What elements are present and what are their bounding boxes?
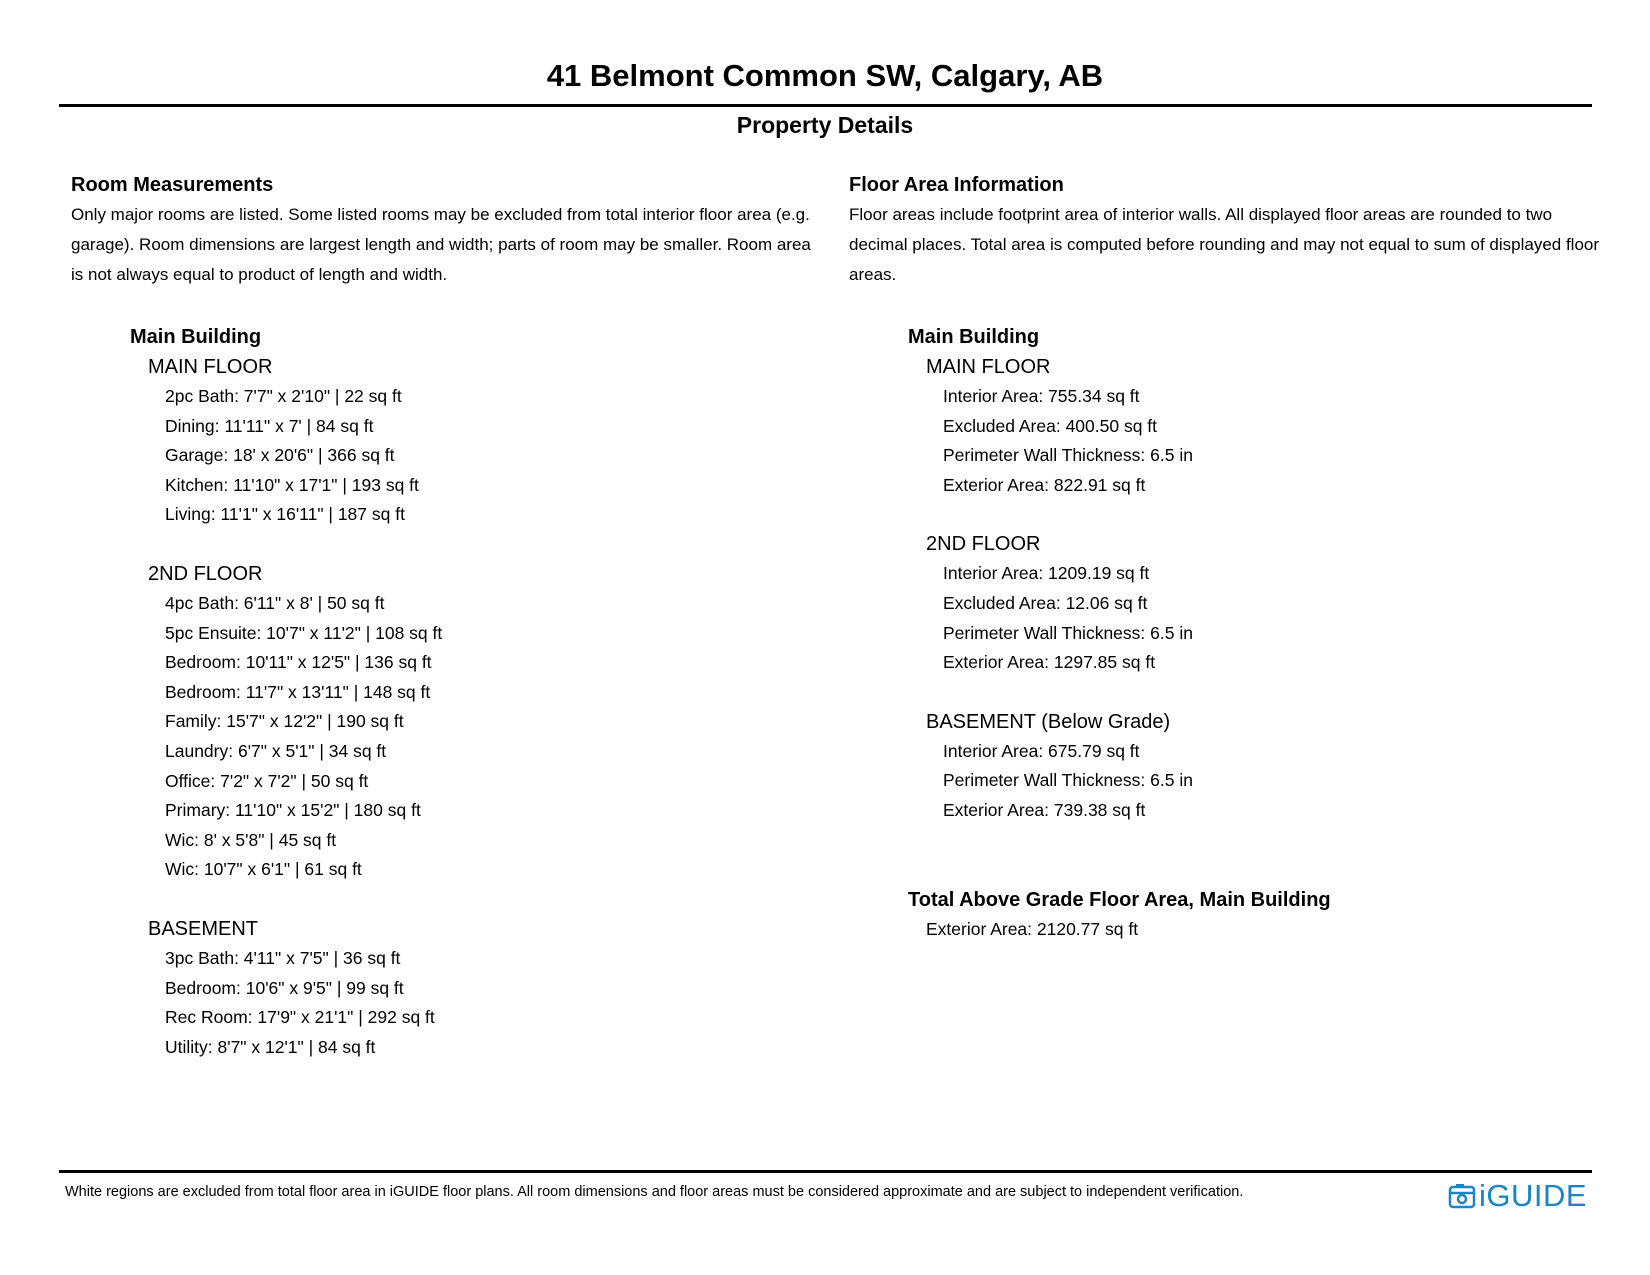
floor-group-2nd xyxy=(148,559,811,885)
floor-name: 2ND FLOOR xyxy=(148,562,263,585)
room-item: Family: 15'7" x 12'2" | 190 sq ft xyxy=(165,711,404,732)
footer-disclaimer: White regions are excluded from total floor area in iGUIDE floor plans. All room dimensions and floor areas must be considered approximate and are subject to independent verification. xyxy=(65,1184,1244,1200)
room-item: Bedroom: 11'7" x 13'11" | 148 sq ft xyxy=(165,681,431,702)
floor-name: BASEMENT xyxy=(148,917,259,940)
floor-group-main xyxy=(148,352,811,530)
room-item: Laundry: 6'7" x 5'1" | 34 sq ft xyxy=(165,740,387,761)
area-group-basement xyxy=(926,707,1609,826)
building-heading: Main Building xyxy=(130,326,262,348)
page-title: 41 Belmont Common SW, Calgary, AB xyxy=(546,58,1104,93)
iguide-logo xyxy=(1448,1180,1587,1212)
floor-area-heading: Floor Area Information xyxy=(849,174,1064,196)
iguide-camera-icon xyxy=(1448,1182,1476,1210)
room-item: Primary: 11'10" x 15'2" | 180 sq ft xyxy=(165,800,421,821)
floor-name: 2ND FLOOR xyxy=(926,533,1041,556)
room-measurements-heading: Room Measurements xyxy=(71,174,274,196)
floor-area-section xyxy=(849,172,1609,944)
room-item: Living: 11'1" x 16'11" | 187 sq ft xyxy=(165,504,405,525)
area-item: Exterior Area: 1297.85 sq ft xyxy=(943,652,1156,673)
room-measurements-section xyxy=(71,172,811,1062)
footer-divider xyxy=(59,1170,1592,1173)
area-item: Exterior Area: 822.91 sq ft xyxy=(943,474,1146,495)
area-item: Perimeter Wall Thickness: 6.5 in xyxy=(943,770,1193,791)
area-item: Exterior Area: 739.38 sq ft xyxy=(943,799,1146,820)
area-item: Excluded Area: 400.50 sq ft xyxy=(943,415,1158,436)
floor-group-basement xyxy=(148,914,811,1062)
floor-name: MAIN FLOOR xyxy=(148,356,273,378)
room-item: 3pc Bath: 4'11" x 7'5" | 36 sq ft xyxy=(165,947,401,968)
logo-text: iGUIDE xyxy=(1479,1178,1588,1213)
room-item: Garage: 18' x 20'6" | 366 sq ft xyxy=(165,445,395,466)
area-item: Interior Area: 755.34 sq ft xyxy=(943,386,1140,406)
title-divider xyxy=(59,104,1592,107)
area-group-2nd xyxy=(926,529,1609,677)
area-item: Perimeter Wall Thickness: 6.5 in xyxy=(943,622,1193,643)
floor-name: MAIN FLOOR xyxy=(926,356,1051,378)
area-item: Interior Area: 675.79 sq ft xyxy=(943,740,1140,761)
floor-area-intro: Floor areas include footprint area of interior walls. All displayed floor areas are rounded to two decimal places. Total area is computed before rounding and may not equal to sum of displayed floor areas. xyxy=(849,205,1600,284)
total-area-heading: Total Above Grade Floor Area, Main Building xyxy=(908,888,1331,911)
room-item: Bedroom: 10'11" x 12'5" | 136 sq ft xyxy=(165,652,432,673)
room-item: Wic: 8' x 5'8" | 45 sq ft xyxy=(165,829,337,850)
room-item: Kitchen: 11'10" x 17'1" | 193 sq ft xyxy=(165,474,419,495)
area-item: Excluded Area: 12.06 sq ft xyxy=(943,592,1148,613)
room-item: Rec Room: 17'9" x 21'1" | 292 sq ft xyxy=(165,1007,435,1028)
floor-name: BASEMENT (Below Grade) xyxy=(926,710,1171,733)
total-area-value: Exterior Area: 2120.77 sq ft xyxy=(926,918,1139,939)
room-item: 4pc Bath: 6'11" x 8' | 50 sq ft xyxy=(165,592,385,613)
area-item: Interior Area: 1209.19 sq ft xyxy=(943,563,1150,584)
room-item: Wic: 10'7" x 6'1" | 61 sq ft xyxy=(165,859,362,880)
page-subtitle: Property Details xyxy=(736,112,914,138)
building-heading: Main Building xyxy=(908,326,1040,348)
area-item: Perimeter Wall Thickness: 6.5 in xyxy=(943,445,1193,466)
room-item: 2pc Bath: 7'7" x 2'10" | 22 sq ft xyxy=(165,386,402,406)
room-measurements-intro: Only major rooms are listed. Some listed rooms may be excluded from total interior floor area (e.g. garage). Room dimensions are largest length and width; parts of room may be smaller. Room area is not always equal to product of length and width. xyxy=(71,205,811,284)
room-item: Office: 7'2" x 7'2" | 50 sq ft xyxy=(165,770,369,791)
room-item: 5pc Ensuite: 10'7" x 11'2" | 108 sq ft xyxy=(165,622,443,643)
area-group-main xyxy=(926,352,1609,500)
room-item: Bedroom: 10'6" x 9'5" | 99 sq ft xyxy=(165,977,404,998)
room-item: Dining: 11'11" x 7' | 84 sq ft xyxy=(165,415,374,436)
room-item: Utility: 8'7" x 12'1" | 84 sq ft xyxy=(165,1036,376,1057)
